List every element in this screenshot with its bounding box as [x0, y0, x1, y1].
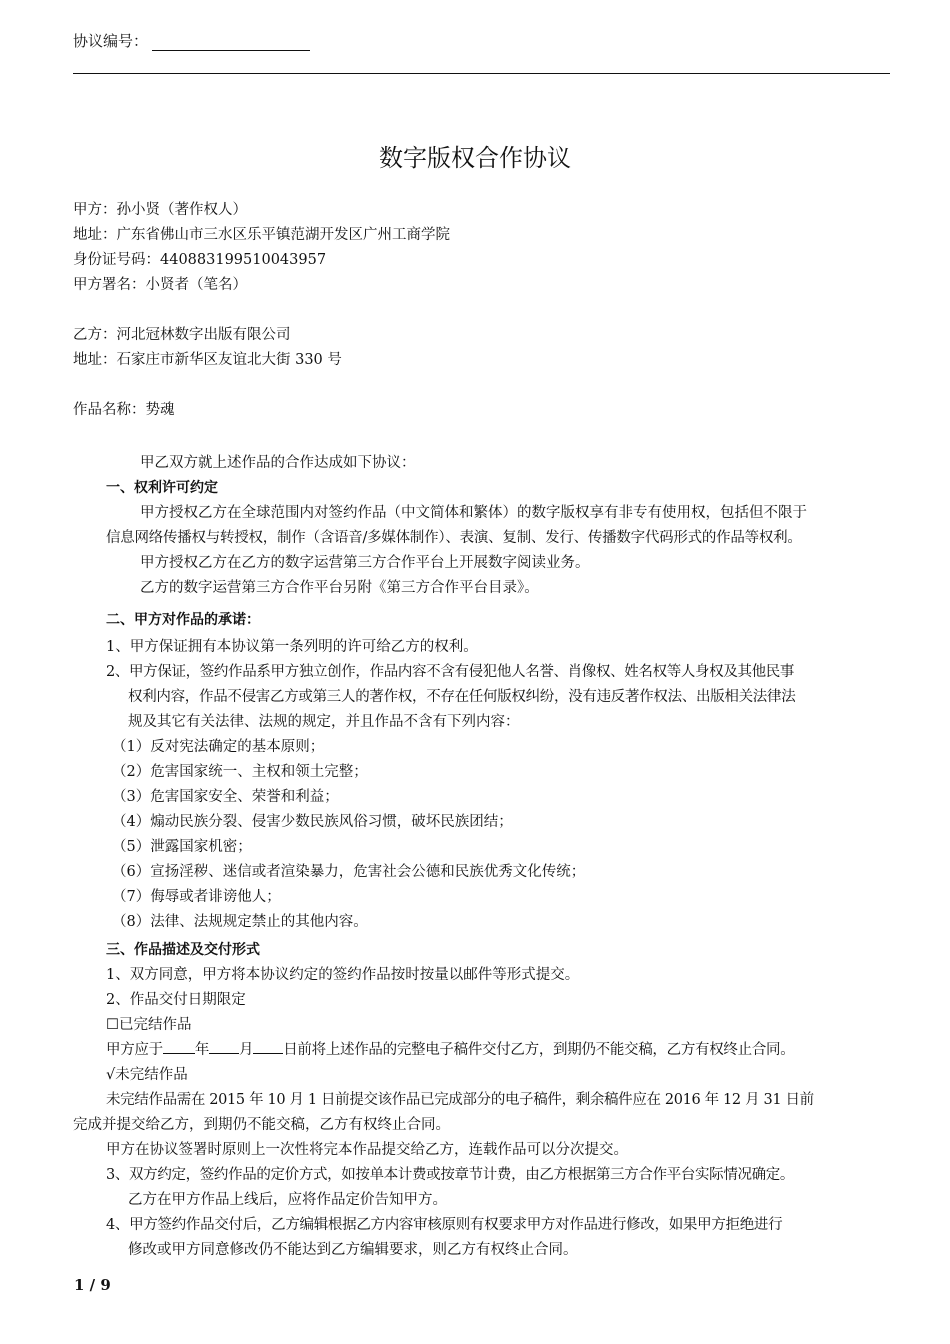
agreement-number-blank: [152, 36, 310, 51]
option-completed-text: 甲方应于 年 月 日前将上述作品的完整电子稿件交付乙方，到期仍不能交稿，乙方有权终止合同。: [106, 1042, 795, 1058]
intro-text: 甲乙双方就上述作品的合作达成如下协议：: [140, 455, 416, 471]
page-number: 1 / 9: [74, 1276, 111, 1294]
party-a-address: 地址：广东省佛山市三水区乐平镇范湖开发区广州工商学院: [73, 227, 450, 243]
section-2-para: 1、甲方保证拥有本协议第一条列明的许可给乙方的权利。: [106, 639, 478, 655]
list-item: （3）危害国家安全、荣誉和利益；: [112, 789, 339, 805]
list-item: （4）煽动民族分裂、侵害少数民族风俗习惯，破坏民族团结；: [112, 814, 513, 830]
option-ongoing-text: 未完结作品需在 2015 年 10 月 1 日前提交该作品已完成部分的电子稿件，剩余稿件应在 2016 年 12 月 31 日前: [106, 1092, 814, 1108]
agreement-number-label: 协议编号：: [73, 32, 149, 50]
option-ongoing: √未完结作品: [106, 1067, 188, 1083]
section-2-para: 规及其它有关法律、法规的规定，并且作品不含有下列内容：: [128, 714, 520, 730]
document-title: 数字版权合作协议: [379, 144, 571, 172]
party-b-address: 地址：石家庄市新华区友谊北大街 330 号: [73, 352, 342, 368]
work-name: 作品名称：势魂: [73, 402, 175, 418]
section-3-para: 4、甲方签约作品交付后，乙方编辑根据乙方内容审核原则有权要求甲方对作品进行修改，如果甲方拒绝进行: [106, 1217, 783, 1233]
section-3-para: 3、双方约定，签约作品的定价方式，如按单本计费或按章节计费，由乙方根据第三方合作平台实际情况确定。: [106, 1167, 795, 1183]
list-item: （6）宣扬淫秽、迷信或者渲染暴力，危害社会公德和民族优秀文化传统；: [112, 864, 586, 880]
list-item: （7）侮辱或者诽谤他人；: [112, 889, 281, 905]
section-2-heading: 二、甲方对作品的承诺：: [106, 612, 260, 628]
section-3-heading: 三、作品描述及交付形式: [106, 942, 260, 958]
list-item: （1）反对宪法确定的基本原则；: [112, 739, 325, 755]
section-2-para: 权利内容，作品不侵害乙方或第三人的著作权，不存在任何版权纠纷，没有违反著作权法、出版相关法律法: [128, 689, 796, 705]
section-1-line: 信息网络传播权与转授权，制作（含语音/多媒体制作）、表演、复制、发行、传播数字代码形式的作品等权利。: [106, 530, 802, 546]
section-1-line: 甲方授权乙方在乙方的数字运营第三方合作平台上开展数字阅读业务。: [140, 555, 590, 571]
list-item: （8）法律、法规规定禁止的其他内容。: [112, 914, 368, 930]
party-a-signature: 甲方署名：小贤者（笔名）: [73, 277, 247, 293]
section-2-para: 2、甲方保证，签约作品系甲方独立创作，作品内容不含有侵犯他人名誉、肖像权、姓名权等人身权及其他民事: [106, 664, 795, 680]
header-rule: [73, 73, 890, 74]
section-3-para: 乙方在甲方作品上线后，应将作品定价告知甲方。: [128, 1192, 447, 1208]
option-completed: ☐已完结作品: [106, 1017, 192, 1033]
party-a-name: 甲方：孙小贤（著作权人）: [73, 202, 247, 218]
section-3-para: 1、双方同意，甲方将本协议约定的签约作品按时按量以邮件等形式提交。: [106, 967, 580, 983]
section-1-line: 乙方的数字运营第三方合作平台另附《第三方合作平台目录》。: [140, 580, 539, 596]
section-1-line: 甲方授权乙方在全球范围内对签约作品（中文简体和繁体）的数字版权享有非专有使用权，包括但不限于: [140, 505, 807, 521]
option-ongoing-text: 甲方在协议签署时原则上一次性将完本作品提交给乙方，连载作品可以分次提交。: [106, 1142, 628, 1158]
agreement-number: [73, 30, 310, 51]
option-ongoing-text: 完成并提交给乙方，到期仍不能交稿，乙方有权终止合同。: [73, 1117, 450, 1133]
party-b-name: 乙方：河北冠林数字出版有限公司: [73, 327, 291, 343]
list-item: （2）危害国家统一、主权和领土完整；: [112, 764, 368, 780]
list-item: （5）泄露国家机密；: [112, 839, 252, 855]
section-1-heading: 一、权利许可约定: [106, 480, 218, 496]
section-3-para: 2、作品交付日期限定: [106, 992, 246, 1008]
section-3-para: 修改或甲方同意修改仍不能达到乙方编辑要求，则乙方有权终止合同。: [128, 1242, 578, 1258]
party-a-id: 身份证号码：440883199510043957: [73, 252, 327, 268]
